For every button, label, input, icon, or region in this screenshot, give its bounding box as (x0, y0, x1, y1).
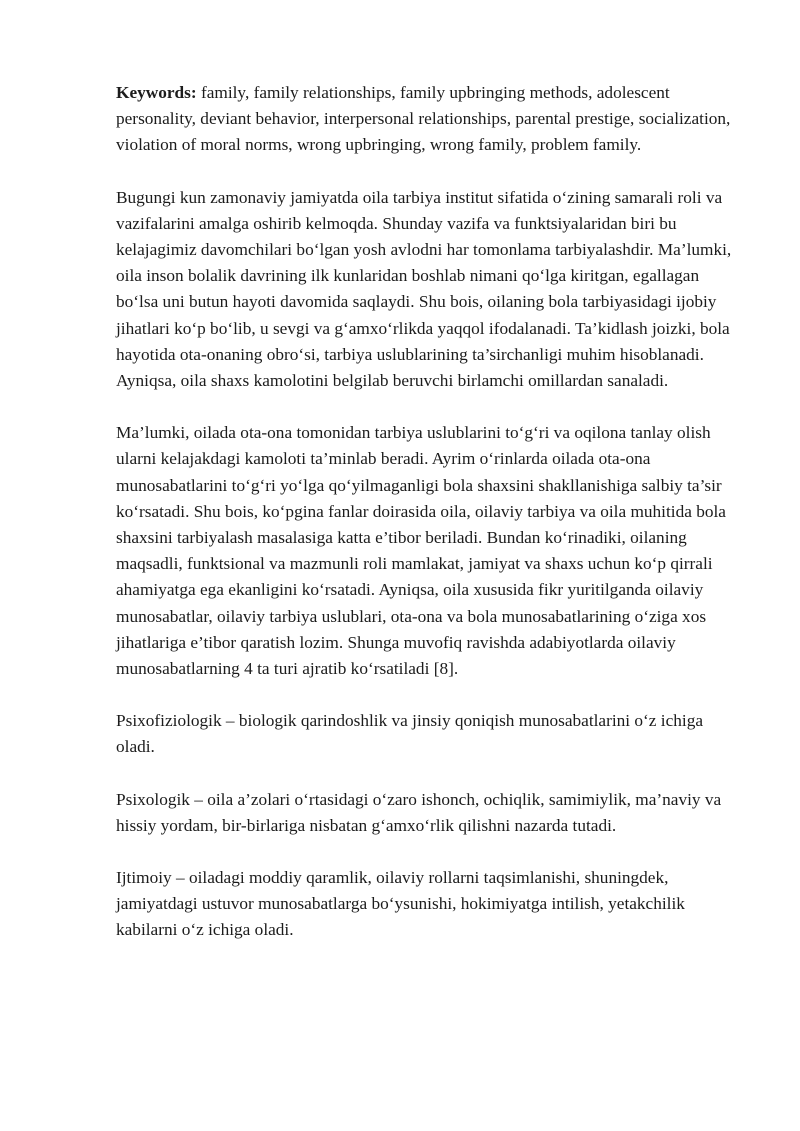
keywords-paragraph (116, 80, 744, 159)
keywords-label: Keywords: (116, 83, 197, 102)
document-page (116, 80, 744, 970)
body-paragraph-methods: Ma’lumki, oilada ota-ona tomonidan tarbiya uslublarini to‘g‘ri va oqilona tanlay olish ularni kelajakdagi kamoloti ta’minlab beradi. Ayrim o‘rinlarda oilada ota-ona munosabatlarini to‘g‘ri yo‘lga qo‘yilmaganligi bola shaxsini shakllanishiga salbiy ta’sir ko‘rsatadi. Shu bois, ko‘pgina fanlar doirasida oila, oilaviy tarbiya va oila muhitida bola shaxsini tarbiyalash masalasiga katta e’tibor beriladi. Bundan ko‘rinadiki, oilaning maqsadli, funktsional va mazmunli roli mamlakat, jamiyat va shaxs uchun ko‘p qirrali ahamiyatga ega ekanligini ko‘rsatadi. Ayniqsa, oila xususida fikr yuritilganda oilaviy munosabatlar, oilaviy tarbiya uslublari, ota-ona va bola munosabatlarining o‘ziga xos jihatlariga e’tibor qaratish lozim. Shunga muvofiq ravishda adabiyotlarda oilaviy munosabatlarning 4 ta turi ajratib ko‘rsatiladi [8]. (116, 423, 726, 679)
keywords-text: family, family relationships, family upbringing methods, adolescent personality, deviant behavior, interpersonal relationships, parental prestige, socialization, violation of moral norms, wrong upbringing, wrong family, problem family. (116, 83, 731, 155)
body-paragraph-social: Ijtimoiy – oiladagi moddiy qaramlik, oilaviy rollarni taqsimlanishi, shuningdek, jamiyatdagi ustuvor munosabatlarga bo‘ysunishi, hokimiyatga intilish, yetakchilik kabilarni o‘z ichiga oladi. (116, 868, 685, 940)
body-paragraph-psychological: Psixologik – oila a’zolari o‘rtasidagi o‘zaro ishonch, ochiqlik, samimiylik, ma’naviy va hissiy yordam, bir-birlariga nisbatan g‘amxo‘rlik qilishni nazarda tutadi. (116, 789, 722, 835)
body-paragraph-intro: Bugungi kun zamonaviy jamiyatda oila tarbiya institut sifatida o‘zining samarali roli va vazifalarini amalga oshirib kelmoqda. Shunday vazifa va funktsiyalaridan biri bu kelajagimiz davomchilari bo‘lgan yosh avlodni har tomonlama tarbiyalashdir. Ma’lumki, oila inson bolalik davrining ilk kunlaridan boshlab nimani qo‘lga kiritgan, egallagan bo‘lsa uni butun hayoti davomida saqlaydi. Shu bois, oilaning bola tarbiyasidagi ijobiy jihatlari ko‘p bo‘lib, u sevgi va g‘amxo‘rlikda yaqqol ifodalanadi. Ta’kidlash joizki, bola hayotida ota-onaning obro‘si, tarbiya uslublarining ta’sirchanligi muhim hisoblanadi. Ayniqsa, oila shaxs kamolotini belgilab beruvchi birlamchi omillardan sanaladi. (116, 187, 732, 391)
body-paragraph-psychophysiological: Psixofiziologik – biologik qarindoshlik va jinsiy qoniqish munosabatlarini o‘z ichiga oladi. (116, 711, 704, 757)
